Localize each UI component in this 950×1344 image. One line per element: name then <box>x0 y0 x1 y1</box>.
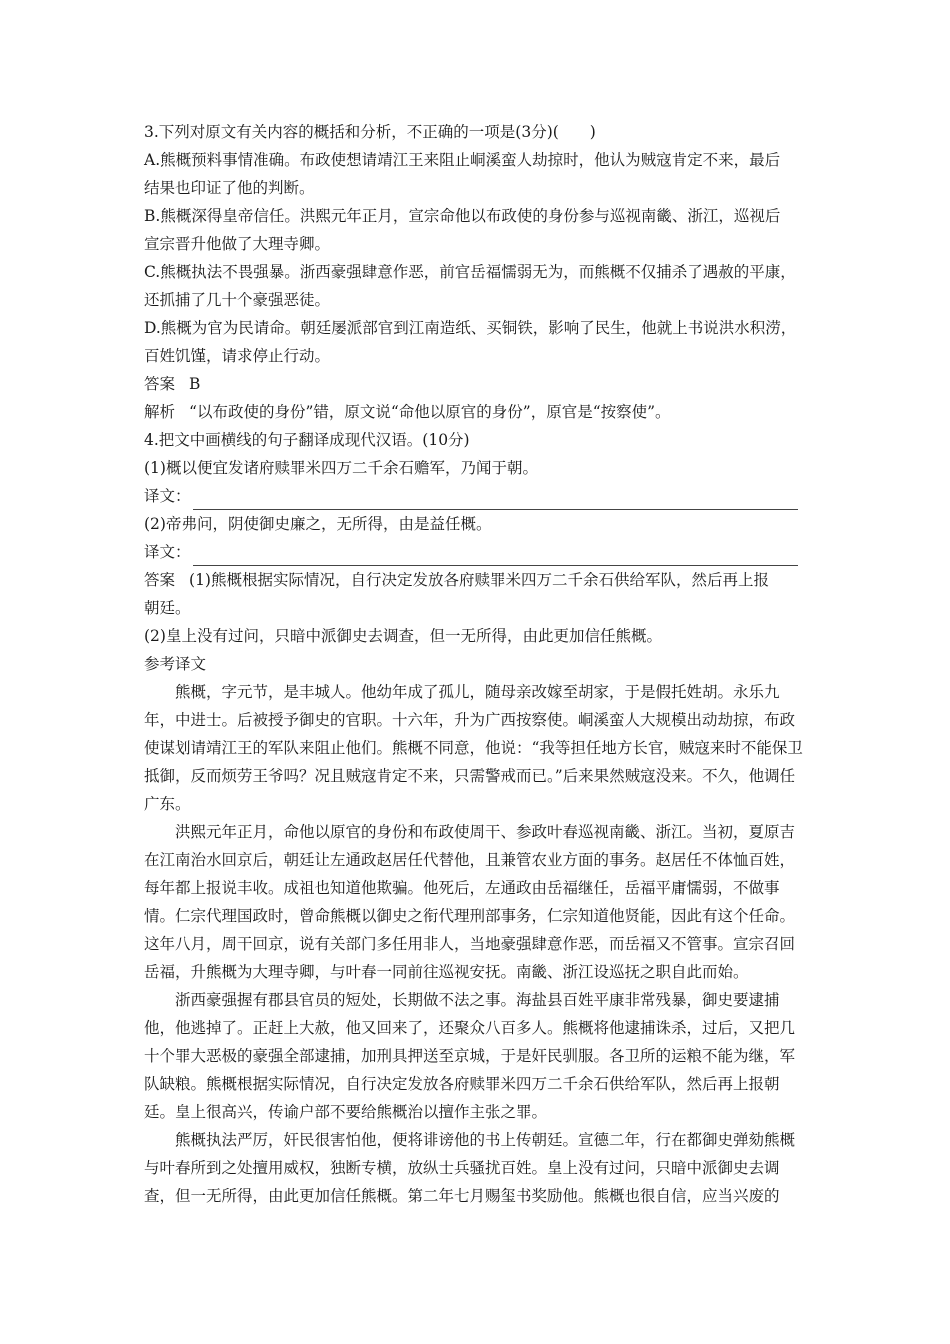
q3-analysis-text: “以布政使的身份”错，原文说“命他以原官的身份”，原官是“按察使”。 <box>189 403 671 421</box>
q3-option-b-line1: B.熊概深得皇帝信任。洪熙元年正月，宣宗命他以布政使的身份参与巡视南畿、浙江，巡视后 <box>144 207 781 225</box>
q4-sentence-1: (1)概以便宜发诸府赎罪米四万二千余石赡军，乃闻于朝。 <box>144 459 538 477</box>
q4-stem: 4.把文中画横线的句子翻译成现代汉语。(10分) <box>144 431 470 449</box>
q3-option-a-line2: 结果也印证了他的判断。 <box>144 179 315 197</box>
q3-option-d-line2: 百姓饥馑，请求停止行动。 <box>144 347 331 365</box>
q4-answer-1b: 朝廷。 <box>144 599 191 617</box>
q4-answer-1a: (1)熊概根据实际情况，自行决定发放各府赎罪米四万二千余石供给军队，然后再上报 <box>189 571 769 589</box>
q4-translation-1-blank[interactable] <box>193 491 798 510</box>
q4-translation-1-label: 译文： <box>144 487 191 505</box>
q3-answer-value: B <box>189 375 201 393</box>
q4-answer-2: (2)皇上没有过问，只暗中派御史去调查，但一无所得，由此更加信任熊概。 <box>144 627 662 645</box>
q4-answer-line1 <box>144 566 808 594</box>
q3-option-b-line2: 宣宗晋升他做了大理寺卿。 <box>144 235 331 253</box>
q4-translation-2-blank[interactable] <box>193 547 798 566</box>
q3-analysis <box>144 398 808 426</box>
q3-option-c-line2: 还抓捕了几十个豪强恶徒。 <box>144 291 331 309</box>
q4-translation-2-label: 译文： <box>144 543 191 561</box>
q4-translation-1 <box>144 482 808 510</box>
q4-sentence-2: (2)帝弗问，阴使御史廉之，无所得，由是益任概。 <box>144 515 492 533</box>
reference-paragraph-3: 浙西豪强握有郡县官员的短处，长期做不法之事。海盐县百姓平康非常残暴，御史要逮捕他，他逃掉了。正赶上大赦，他又回来了，还聚众八百多人。熊概将他逮捕诛杀，过后，又把几十个罪大恶极的豪强全部逮捕，加刑具押送至京城，于是奸民驯服。各卫所的运粮不能为继，军队缺粮。熊概根据实际情况，自行决定发放各府赎罪米四万二千余石供给军队，然后再上报朝廷。皇上很高兴，传谕户部不要给熊概治以擅作主张之罪。 <box>144 991 796 1121</box>
q3-option-a-line1: A.熊概预料事情准确。布政使想请靖江王来阻止峒溪蛮人劫掠时，他认为贼寇肯定不来，最后 <box>144 151 781 169</box>
q3-answer <box>144 370 808 398</box>
q3-analysis-label: 解析 <box>144 403 176 421</box>
reference-paragraph-1: 熊概，字元节，是丰城人。他幼年成了孤儿，随母亲改嫁至胡家，于是假托姓胡。永乐九年，中进士。后被授予御史的官职。十六年，升为广西按察使。峒溪蛮人大规模出动劫掠，布政使谋划请靖江王的军队来阻止他们。熊概不同意，他说：“我等担任地方长官，贼寇来时不能保卫抵御，反而烦劳王爷吗？况且贼寇肯定不来，只需警戒而已。”后来果然贼寇没来。不久，他调任广东。 <box>144 683 803 813</box>
q4-answer-label: 答案 <box>144 571 176 589</box>
reference-paragraph-2: 洪熙元年正月，命他以原官的身份和布政使周干、参政叶春巡视南畿、浙江。当初，夏原吉在江南治水回京后，朝廷让左通政赵居任代替他，且兼管农业方面的事务。赵居任不体恤百姓，每年都上报说丰收。成祖也知道他欺骗。他死后，左通政由岳福继任，岳福平庸懦弱，不做事情。仁宗代理国政时，曾命熊概以御史之衔代理刑部事务，仁宗知道他贤能，因此有这个任命。这年八月，周干回京，说有关部门多任用非人，当地豪强肆意作恶，而岳福又不管事。宣宗召回岳福，升熊概为大理寺卿，与叶春一同前往巡视安抚。南畿、浙江设巡抚之职自此而始。 <box>144 823 796 981</box>
q3-answer-label: 答案 <box>144 375 176 393</box>
q3-option-d-line1: D.熊概为官为民请命。朝廷屡派部官到江南造纸、买铜铁，影响了民生，他就上书说洪水积涝， <box>144 319 797 337</box>
q3-stem: 3.下列对原文有关内容的概括和分析，不正确的一项是(3分)( ) <box>144 123 596 141</box>
reference-paragraph-4: 熊概执法严厉，奸民很害怕他，便将诽谤他的书上传朝廷。宣德二年，行在都御史弹劾熊概与叶春所到之处擅用威权，独断专横，放纵士兵骚扰百姓。皇上没有过问，只暗中派御史去调查，但一无所得，由此更加信任熊概。第二年七月赐玺书奖励他。熊概也很自信，应当兴废的 <box>144 1131 796 1205</box>
reference-heading: 参考译文 <box>144 655 207 673</box>
q4-translation-2 <box>144 538 808 566</box>
document-page <box>144 118 808 1210</box>
q3-option-c-line1: C.熊概执法不畏强暴。浙西豪强肆意作恶，前官岳福懦弱无为，而熊概不仅捕杀了遇赦的平康， <box>144 263 796 281</box>
